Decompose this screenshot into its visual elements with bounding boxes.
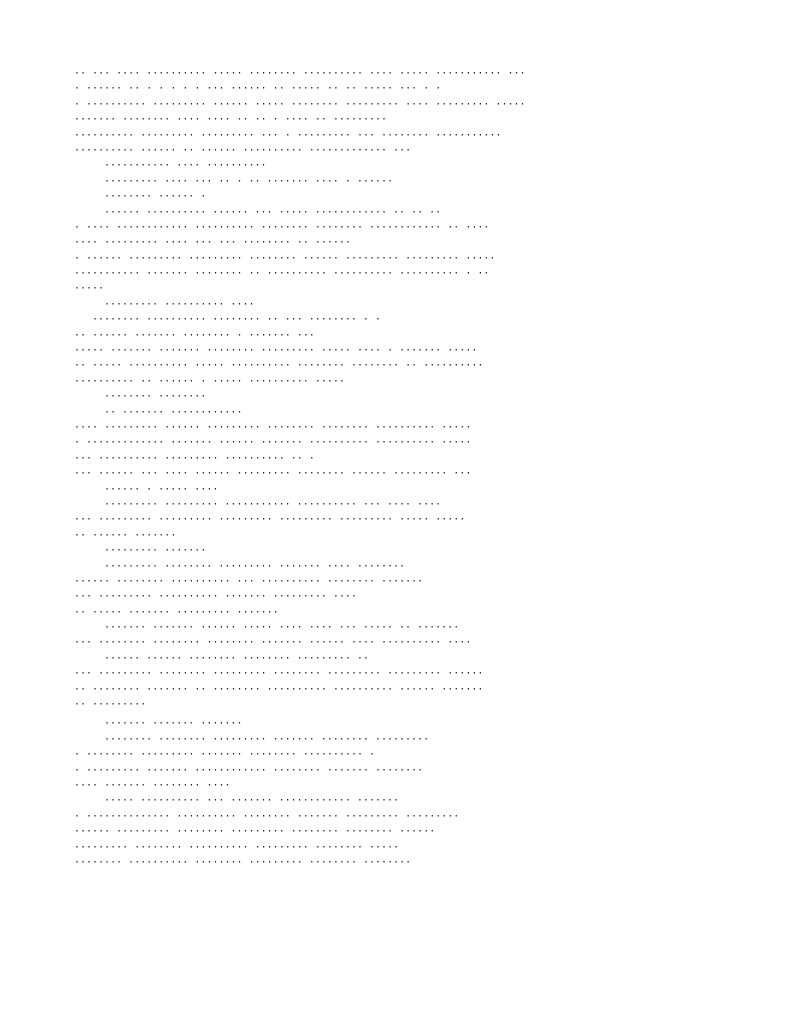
text-line-29: ········· ········· ··········· ·········· ··· ···· ···· [104, 498, 442, 510]
text-line-48: ····· ·········· ··· ······· ············ ······· [104, 795, 400, 807]
text-line-28: ······ · ····· ···· [104, 483, 219, 495]
text-line-11: · ···· ············ ·········· ········ ········ ············ ·· ···· [74, 221, 490, 233]
text-line-16: ········· ·········· ···· [104, 298, 255, 310]
text-line-38: ··· ········ ········ ········ ······· ······ ···· ·········· ···· [74, 637, 472, 649]
text-line-49: · ·············· ·········· ········ ······· ········· ········· [74, 810, 460, 822]
document-body [74, 66, 764, 870]
text-line-13: · ······ ········· ········· ········ ······ ········· ········· ····· [74, 252, 496, 264]
text-line-8: ········· ···· ··· ·· · ·· ······· ···· · ······ [104, 175, 393, 187]
text-line-51: ········· ········ ·········· ········· ········ ····· [74, 841, 400, 853]
text-line-42: ·· ········· [74, 699, 147, 711]
text-line-40: ··· ········· ········ ········· ········ ········· ········· ······ [74, 668, 484, 680]
text-line-23: ·· ······· ············ [104, 406, 243, 418]
text-line-15: ····· [74, 283, 105, 295]
text-line-1: ·· ··· ···· ·········· ····· ········ ·········· ···· ····· ··········· ··· [74, 68, 526, 79]
text-line-39: ······ ······ ········ ········ ········· ·· [104, 652, 369, 664]
text-line-6: ·········· ······ ·· ······ ·········· ············· ··· [74, 144, 412, 156]
text-line-36: ·· ····· ······· ········· ······· [74, 606, 279, 618]
text-line-32: ········· ······· [104, 545, 207, 557]
text-line-47: ···· ······· ········ ···· [74, 779, 231, 791]
text-line-26: ··· ·········· ········· ·········· ·· · [74, 452, 315, 464]
text-line-50: ······ ········· ········ ········· ········ ········ ······ [74, 826, 436, 838]
text-line-24: ···· ········· ······ ········· ········ ········ ·········· ····· [74, 421, 472, 433]
text-line-41: ·· ········ ······· ·· ········ ·········· ·········· ······ ······· [74, 683, 484, 695]
text-line-18: ·· ······ ······· ········ · ······· ··· [74, 329, 315, 341]
text-line-30: ··· ········· ········· ········· ········· ········· ····· ····· [74, 514, 466, 526]
text-line-5: ·········· ········· ········· ··· · ········· ··· ········ ··········· [74, 129, 502, 141]
text-line-10: ······ ·········· ······ ··· ····· ············ ·· ·· ·· [104, 206, 442, 218]
text-line-3: · ·········· ········· ······ ····· ········ ········· ···· ········· ····· [74, 98, 526, 110]
text-line-4: ······· ········ ···· ···· ·· ·· · ···· ·· ········· [74, 114, 388, 126]
text-line-9: ········ ······ · [104, 191, 207, 203]
text-line-7: ··········· ···· ·········· [104, 160, 267, 172]
text-line-44: ········ ········ ········· ······· ········ ········· [104, 733, 430, 745]
text-line-27: ··· ······ ··· ···· ······ ········· ········ ······ ········· ··· [74, 468, 472, 480]
text-line-17: ········ ·········· ········ ·· ··· ········ · · [92, 314, 381, 326]
text-line-12: ···· ········· ···· ··· ··· ········ ·· ······ [74, 237, 351, 249]
text-line-33: ········· ········ ········· ······· ···· ········ [104, 560, 406, 572]
text-line-25: · ············· ······· ······ ······· ·········· ·········· ····· [74, 437, 472, 449]
text-line-2: · ······ ·· · · · · · ··· ······ ·· ····· ·· ·· ····· ··· · · [74, 83, 442, 95]
text-line-22: ········ ········ [104, 391, 207, 403]
text-line-21: ·········· ·· ······ · ····· ·········· ····· [74, 375, 345, 387]
text-line-14: ··········· ······· ········ ·· ·········· ·········· ·········· · ·· [74, 268, 490, 280]
text-line-20: ·· ····· ·········· ····· ·········· ········ ········ ·· ·········· [74, 360, 484, 372]
text-line-46: · ········· ······· ············ ········ ······· ········ [74, 764, 424, 776]
text-line-45: · ········ ········· ······· ········ ·········· · [74, 749, 376, 761]
text-line-43: ······· ······· ······· [104, 718, 243, 730]
text-line-19: ····· ······· ······· ········ ········· ····· ···· · ······· ····· [74, 345, 478, 357]
text-line-34: ······ ········ ·········· ··· ·········· ········ ······· [74, 575, 424, 587]
text-line-35: ··· ········· ·········· ······· ········· ···· [74, 591, 357, 603]
text-line-52: ········ ·········· ········ ········· ········ ········ [74, 856, 412, 868]
text-line-31: ·· ······ ······· [74, 529, 177, 541]
text-line-37: ······· ······· ······ ····· ···· ···· ··· ····· ·· ······· [104, 622, 460, 634]
